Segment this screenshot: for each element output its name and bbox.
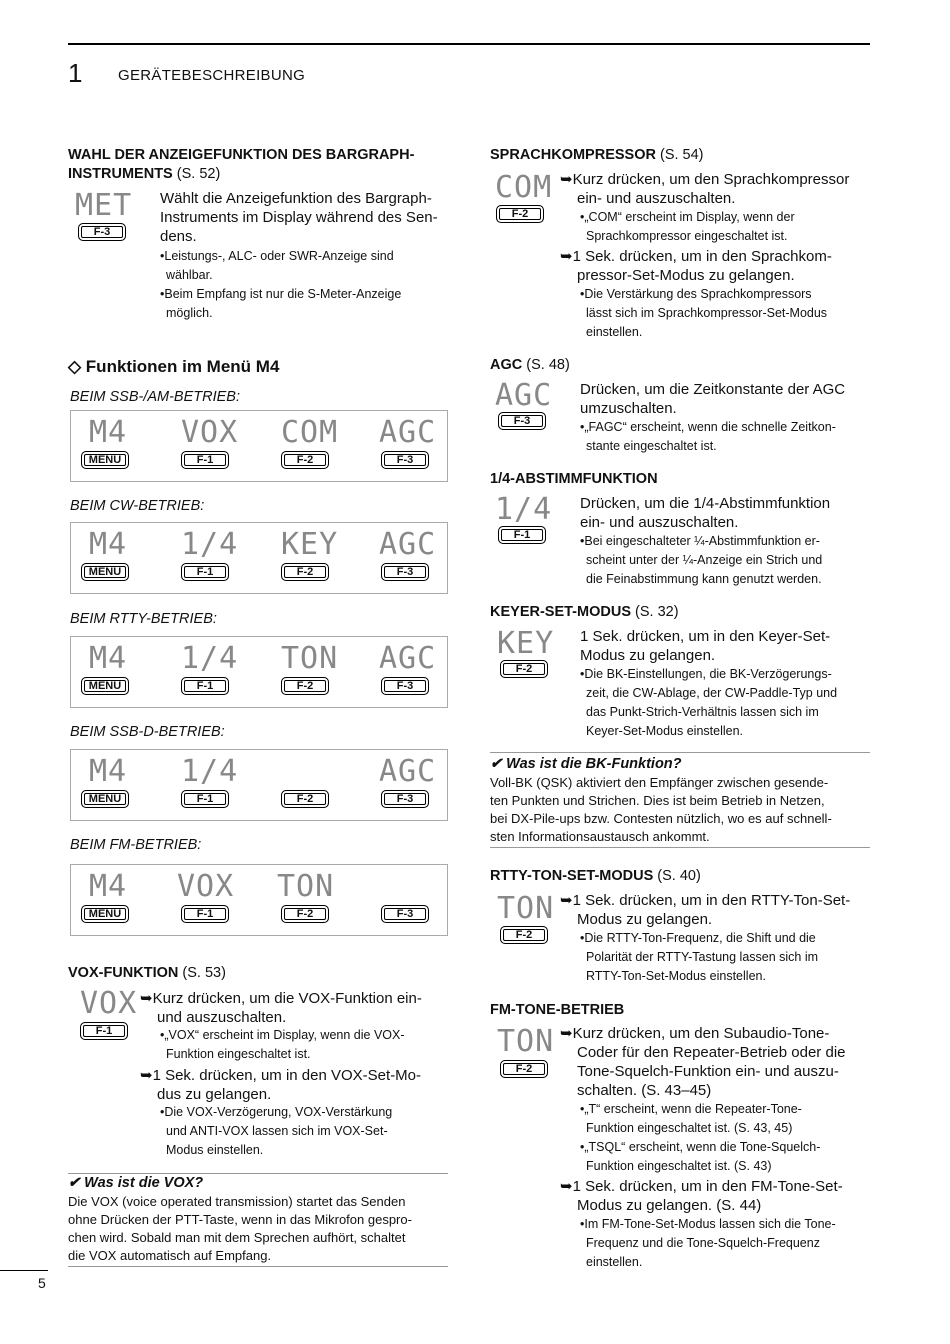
- m4-title: ◇ Funktionen im Menü M4: [68, 357, 280, 376]
- f2-key: F-2: [500, 660, 548, 678]
- fm-bullet-2b: Funktion eingeschaltet ist. (S. 43): [586, 1159, 772, 1173]
- bk-note-top-rule: [490, 752, 870, 753]
- bargraph-bullet-1b: wählbar.: [166, 268, 213, 282]
- fm-bullet-1a: •„T“ erscheint, wenn die Repeater-Tone-: [580, 1102, 802, 1116]
- f1-key: F-1: [181, 677, 229, 695]
- menu-key: MENU: [81, 563, 129, 581]
- bargraph-text-3: dens.: [160, 228, 197, 245]
- vox-arrow-1b: und auszuschalten.: [157, 1009, 287, 1026]
- f1-key: F-1: [181, 905, 229, 923]
- lcd-m4: M4: [89, 754, 128, 789]
- keyer-text-2: Modus zu gelangen.: [580, 647, 716, 664]
- rtty-heading: RTTY-TON-SET-MODUS (S. 40): [490, 868, 701, 884]
- keyer-bullet-1a: •Die BK-Einstellungen, die BK-Verzögerungs-: [580, 667, 832, 681]
- vox-bullet-1b: Funktion eingeschaltet ist.: [166, 1047, 311, 1061]
- keyer-bullet-1c: das Punkt-Strich-Verhältnis lassen sich im: [586, 705, 819, 719]
- vox-arrow-2a: ➥1 Sek. drücken, um in den VOX-Set-Mo-: [140, 1067, 422, 1084]
- bk-note-title: ✔ Was ist die BK-Funktion?: [490, 756, 682, 772]
- lcd-com: COM: [281, 415, 339, 450]
- lcd-agc: AGC: [379, 527, 437, 562]
- agc-bullet-1a: •„FAGC“ erscheint, wenn die schnelle Zeitkon-: [580, 420, 836, 434]
- fm-bullet-3c: einstellen.: [586, 1255, 643, 1269]
- panel-ssb-am: [70, 410, 448, 482]
- comp-heading: SPRACHKOMPRESSOR (S. 54): [490, 147, 704, 163]
- lcd-m4: M4: [89, 869, 128, 904]
- lcd-ton: TON: [497, 891, 555, 926]
- fm-arrow-1a: ➥Kurz drücken, um den Subaudio-Tone-: [560, 1025, 830, 1042]
- fm-arrow-1d: schalten. (S. 43–45): [577, 1082, 712, 1099]
- f2-key: F-2: [496, 205, 544, 223]
- menu-key: MENU: [81, 905, 129, 923]
- lcd-m4: M4: [89, 527, 128, 562]
- top-rule: [68, 43, 870, 45]
- fm-arrow-2b: Modus zu gelangen. (S. 44): [577, 1197, 762, 1214]
- f2-key: F-2: [281, 563, 329, 581]
- vox-arrow-2b: dus zu gelangen.: [157, 1086, 272, 1103]
- vox-bullet-2a: •Die VOX-Verzögerung, VOX-Verstärkung: [160, 1105, 393, 1119]
- vox-note-bottom-rule: [68, 1266, 448, 1267]
- lcd-agc: AGC: [379, 415, 437, 450]
- f1-key: F-1: [181, 451, 229, 469]
- lcd-vox: VOX: [80, 986, 138, 1021]
- bk-note-line-4: sten Informationsaustausch ankommt.: [490, 829, 710, 844]
- comp-arrow-2a: ➥1 Sek. drücken, um in den Sprachkom-: [560, 248, 832, 265]
- lcd-vox: VOX: [181, 415, 239, 450]
- page-number-rule: [0, 1270, 48, 1271]
- lcd-quarter: 1/4: [181, 754, 239, 789]
- vox-heading: VOX-FUNKTION (S. 53): [68, 965, 226, 981]
- panel-1-label: BEIM SSB-/AM-BETRIEB:: [70, 389, 241, 405]
- page-number: 5: [38, 1275, 46, 1291]
- quarter-text-2: ein- und auszuschalten.: [580, 514, 739, 531]
- vox-bullet-2c: Modus einstellen.: [166, 1143, 264, 1157]
- keyer-text-1: 1 Sek. drücken, um in den Keyer-Set-: [580, 628, 831, 645]
- f3-key: F-3: [381, 451, 429, 469]
- rtty-bullet-1c: RTTY-Ton-Set-Modus einstellen.: [586, 969, 766, 983]
- bargraph-text-1: Wählt die Anzeigefunktion des Bargraph-: [160, 190, 432, 207]
- lcd-key: KEY: [497, 626, 555, 661]
- panel-3-label: BEIM RTTY-BETRIEB:: [70, 611, 217, 627]
- rtty-bullet-1b: Polarität der RTTY-Tastung lassen sich im: [586, 950, 819, 964]
- panel-2-label: BEIM CW-BETRIEB:: [70, 498, 205, 514]
- agc-text-2: umzuschalten.: [580, 400, 677, 417]
- menu-key: MENU: [81, 451, 129, 469]
- quarter-bullet-1a: •Bei eingeschalteter ¼-Abstimmfunktion er-: [580, 534, 820, 548]
- lcd-vox: VOX: [177, 869, 235, 904]
- vox-note-line-3: chen wird. Sobald man mit dem Sprechen aufhört, schaltet: [68, 1230, 406, 1245]
- lcd-quarter: 1/4: [495, 492, 553, 527]
- bk-note-line-2: ten Punkten und Strichen. Dies ist beim Betrieb in Netzen,: [490, 793, 825, 808]
- fm-bullet-3a: •Im FM-Tone-Set-Modus lassen sich die Tone-: [580, 1217, 836, 1231]
- lcd-m4: M4: [89, 641, 128, 676]
- f2-key: F-2: [500, 926, 548, 944]
- f3-key: F-3: [78, 223, 126, 241]
- quarter-bullet-1b: scheint unter der ¼-Anzeige ein Strich und: [586, 553, 823, 567]
- lcd-com: COM: [495, 170, 553, 205]
- comp-bullet-2b: lässt sich im Sprachkompressor-Set-Modus: [586, 306, 828, 320]
- f1-key: F-1: [80, 1022, 128, 1040]
- panel-rtty: [70, 636, 448, 708]
- bk-note-line-1: Voll-BK (QSK) aktiviert den Empfänger zwischen gesende-: [490, 775, 829, 790]
- panel-fm: [70, 864, 448, 936]
- lcd-ton: TON: [281, 641, 339, 676]
- menu-key: MENU: [81, 790, 129, 808]
- fm-arrow-2a: ➥1 Sek. drücken, um in den FM-Tone-Set-: [560, 1178, 843, 1195]
- vox-note-title: ✔ Was ist die VOX?: [68, 1175, 204, 1191]
- lcd-agc: AGC: [379, 754, 437, 789]
- vox-note-line-1: Die VOX (voice operated transmission) startet das Senden: [68, 1194, 406, 1209]
- f2-key: F-2: [281, 451, 329, 469]
- comp-bullet-1b: Sprachkompressor eingeschaltet ist.: [586, 229, 788, 243]
- lcd-agc: AGC: [379, 641, 437, 676]
- panel-cw: [70, 522, 448, 594]
- vox-bullet-2b: und ANTI-VOX lassen sich im VOX-Set-: [166, 1124, 388, 1138]
- chapter-title: GERÄTEBESCHREIBUNG: [118, 67, 306, 84]
- f1-key: F-1: [181, 790, 229, 808]
- lcd-key: KEY: [281, 527, 339, 562]
- bk-note-line-3: bei DX-Pile-ups bzw. Contesten nützlich, wo es auf schnell-: [490, 811, 832, 826]
- comp-bullet-2c: einstellen.: [586, 325, 643, 339]
- quarter-bullet-1c: die Feinabstimmung kann genutzt werden.: [586, 572, 822, 586]
- bargraph-heading: WAHL DER ANZEIGEFUNKTION DES BARGRAPH-: [68, 147, 415, 163]
- lcd-m4: M4: [89, 415, 128, 450]
- agc-bullet-1b: stante eingeschaltet ist.: [586, 439, 717, 453]
- lcd-quarter: 1/4: [181, 641, 239, 676]
- agc-text-1: Drücken, um die Zeitkonstante der AGC: [580, 381, 846, 398]
- f3-key: F-3: [381, 790, 429, 808]
- fm-bullet-1b: Funktion eingeschaltet ist. (S. 43, 45): [586, 1121, 793, 1135]
- f3-key: F-3: [498, 412, 546, 430]
- vox-note-line-4: die VOX automatisch auf Empfang.: [68, 1248, 272, 1263]
- f3-key: F-3: [381, 905, 429, 923]
- fm-arrow-1b: Coder für den Repeater-Betrieb oder die: [577, 1044, 846, 1061]
- comp-bullet-2a: •Die Verstärkung des Sprachkompressors: [580, 287, 812, 301]
- fm-bullet-2a: •„TSQL“ erscheint, wenn die Tone-Squelch-: [580, 1140, 821, 1154]
- bargraph-heading-2: INSTRUMENTS (S. 52): [68, 166, 221, 182]
- lcd-quarter: 1/4: [181, 527, 239, 562]
- f2-key: F-2: [281, 677, 329, 695]
- rtty-arrow-1a: ➥1 Sek. drücken, um in den RTTY-Ton-Set-: [560, 892, 851, 909]
- agc-heading: AGC (S. 48): [490, 357, 570, 373]
- fm-arrow-1c: Tone-Squelch-Funktion ein- und auszu-: [577, 1063, 839, 1080]
- vox-note-top-rule: [68, 1173, 448, 1174]
- bargraph-text-2: Instruments im Display während des Sen-: [160, 209, 438, 226]
- quarter-text-1: Drücken, um die 1/4-Abstimmfunktion: [580, 495, 831, 512]
- fm-bullet-3b: Frequenz und die Tone-Squelch-Frequenz: [586, 1236, 820, 1250]
- lcd-agc: AGC: [495, 378, 553, 413]
- comp-bullet-1a: •„COM“ erscheint im Display, wenn der: [580, 210, 795, 224]
- chapter-number: 1: [68, 58, 83, 88]
- lcd-ton: TON: [497, 1024, 555, 1059]
- comp-arrow-1b: ein- und auszuschalten.: [577, 190, 736, 207]
- lcd-met: MET: [75, 188, 133, 223]
- f2-key: F-2: [500, 1060, 548, 1078]
- vox-note-line-2: ohne Drücken der PTT-Taste, wenn in das Mikrofon gespro-: [68, 1212, 412, 1227]
- bargraph-bullet-1a: •Leistungs-, ALC- oder SWR-Anzeige sind: [160, 249, 394, 263]
- f1-key: F-1: [498, 526, 546, 544]
- menu-key: MENU: [81, 677, 129, 695]
- lcd-ton: TON: [277, 869, 335, 904]
- bk-note-bottom-rule: [490, 847, 870, 848]
- f3-key: F-3: [381, 677, 429, 695]
- f1-key: F-1: [181, 563, 229, 581]
- f2-key: F-2: [281, 905, 329, 923]
- rtty-arrow-1b: Modus zu gelangen.: [577, 911, 713, 928]
- comp-arrow-1a: ➥Kurz drücken, um den Sprachkompressor: [560, 171, 850, 188]
- rtty-bullet-1a: •Die RTTY-Ton-Frequenz, die Shift und die: [580, 931, 816, 945]
- panel-4-label: BEIM SSB-D-BETRIEB:: [70, 724, 225, 740]
- keyer-heading: KEYER-SET-MODUS (S. 32): [490, 604, 679, 620]
- quarter-heading: 1/4-ABSTIMMFUNKTION: [490, 471, 658, 487]
- panel-5-label: BEIM FM-BETRIEB:: [70, 837, 202, 853]
- keyer-bullet-1b: zeit, die CW-Ablage, der CW-Paddle-Typ und: [586, 686, 838, 700]
- panel-ssb-d: [70, 749, 448, 821]
- keyer-bullet-1d: Keyer-Set-Modus einstellen.: [586, 724, 744, 738]
- fm-heading: FM-TONE-BETRIEB: [490, 1002, 625, 1018]
- bargraph-bullet-2a: •Beim Empfang ist nur die S-Meter-Anzeige: [160, 287, 402, 301]
- f3-key: F-3: [381, 563, 429, 581]
- f2-key: F-2: [281, 790, 329, 808]
- vox-arrow-1a: ➥Kurz drücken, um die VOX-Funktion ein-: [140, 990, 422, 1007]
- comp-arrow-2b: pressor-Set-Modus zu gelangen.: [577, 267, 795, 284]
- bargraph-bullet-2b: möglich.: [166, 306, 213, 320]
- vox-bullet-1a: •„VOX“ erscheint im Display, wenn die VOX-: [160, 1028, 405, 1042]
